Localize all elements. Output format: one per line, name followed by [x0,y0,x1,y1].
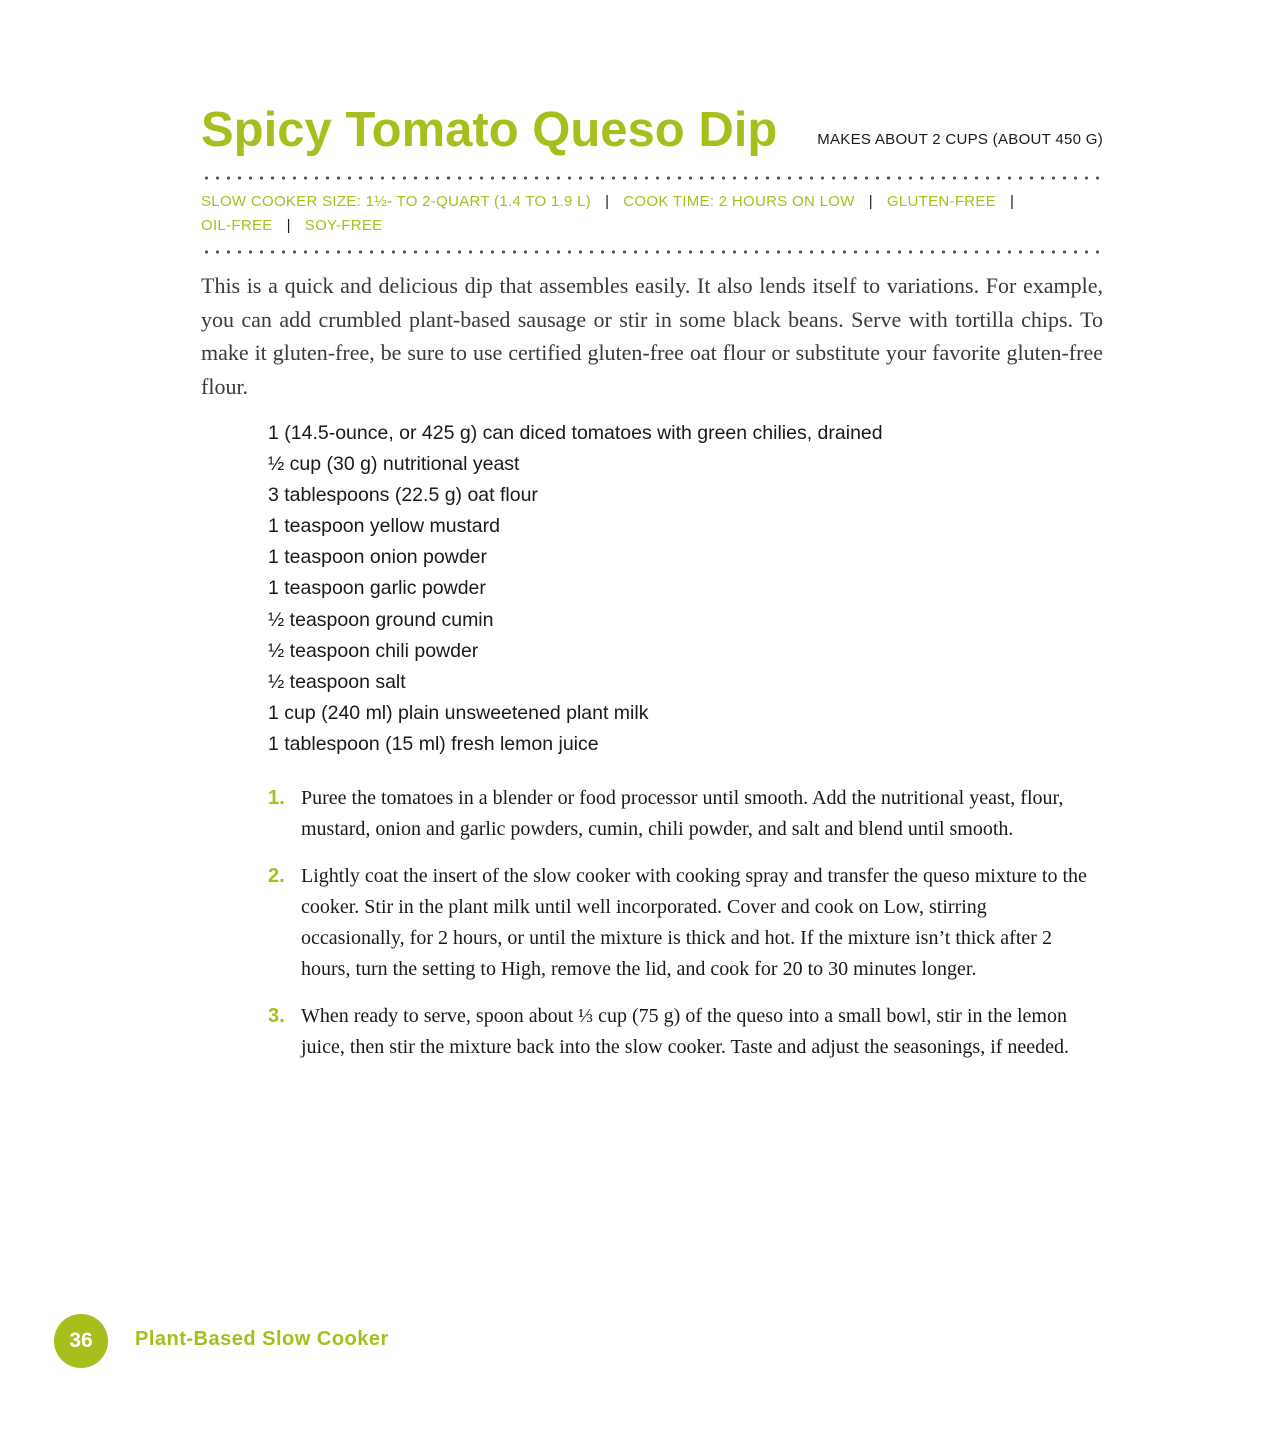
meta-cook-time: COOK TIME: 2 HOURS ON LOW [623,193,855,210]
step-number: 3. [268,1005,285,1027]
recipe-title: Spicy Tomato Queso Dip [201,103,778,157]
step-number: 1. [268,787,285,809]
ingredient-item: 1 teaspoon garlic powder [268,577,486,600]
meta-separator: | [605,193,610,210]
step-number: 2. [268,865,285,887]
page-number-badge: 36 [54,1314,108,1368]
dotted-divider-bottom [201,250,1103,254]
ingredient-item: ½ cup (30 g) nutritional yeast [268,453,520,476]
ingredient-item: ½ teaspoon chili powder [268,639,479,662]
ingredient-list [268,418,883,760]
recipe-yield: MAKES ABOUT 2 CUPS (ABOUT 450 G) [817,131,1103,148]
ingredient-item: 1 cup (240 ml) plain unsweetened plant milk [268,701,649,724]
recipe-intro: This is a quick and delicious dip that assembles easily. It also lends itself to variations. For example, you can add crumbled plant-based sausage or stir in some black beans. Serve with tortilla chips. To make it gluten-free, be sure to use certified gluten-free oat flour or substitute your favorite gluten-free flour. [201,273,1103,399]
meta-gluten-free: GLUTEN-FREE [886,193,997,210]
meta-separator: | [286,217,291,234]
step-text: When ready to serve, spoon about ⅓ cup (75 g) of the queso into a small bowl, stir in the lemon juice, then stir the mixture back into the slow cooker. Taste and adjust the seasonings, if needed. [301,1005,1070,1058]
ingredient-item: ½ teaspoon ground cumin [268,608,494,631]
book-title-footer: Plant-Based Slow Cooker [135,1328,389,1350]
step-text: Puree the tomatoes in a blender or food processor until smooth. Add the nutritional yeast, flour, mustard, onion and garlic powders, cumin, chili powder, and salt and blend until smooth. [301,787,1064,840]
ingredient-item: ½ teaspoon salt [268,670,406,693]
meta-soy-free: SOY-FREE [304,217,383,234]
instruction-step [268,861,1088,985]
ingredient-item: 3 tablespoons (22.5 g) oat flour [268,484,538,507]
instruction-step [268,1001,1088,1063]
meta-separator: | [1010,193,1015,210]
ingredient-item: 1 teaspoon onion powder [268,546,488,569]
meta-separator: | [868,193,873,210]
dotted-divider-top [201,176,1103,180]
meta-oil-free: OIL-FREE [201,217,273,234]
ingredient-item: 1 (14.5-ounce, or 425 g) can diced tomatoes with green chilies, drained [268,422,883,444]
step-text: Lightly coat the insert of the slow cooker with cooking spray and transfer the queso mixture to the cooker. Stir in the plant milk until well incorporated. Cover and cook on Low, stirring occasionally, for 2 hours, or until the mixture is thick and hot. If the mixture isn’t thick after 2 hours, turn the setting to High, remove the lid, and cook for 20 to 30 minutes longer. [301,865,1087,980]
instruction-steps [268,783,1088,1079]
recipe-meta [201,190,1103,238]
instruction-step [268,783,1088,845]
ingredient-item: 1 teaspoon yellow mustard [268,515,500,538]
ingredient-item: 1 tablespoon (15 ml) fresh lemon juice [268,732,599,755]
meta-slow-cooker-size: SLOW COOKER SIZE: 1½- TO 2-QUART (1.4 TO 1.9 L) [201,193,592,210]
